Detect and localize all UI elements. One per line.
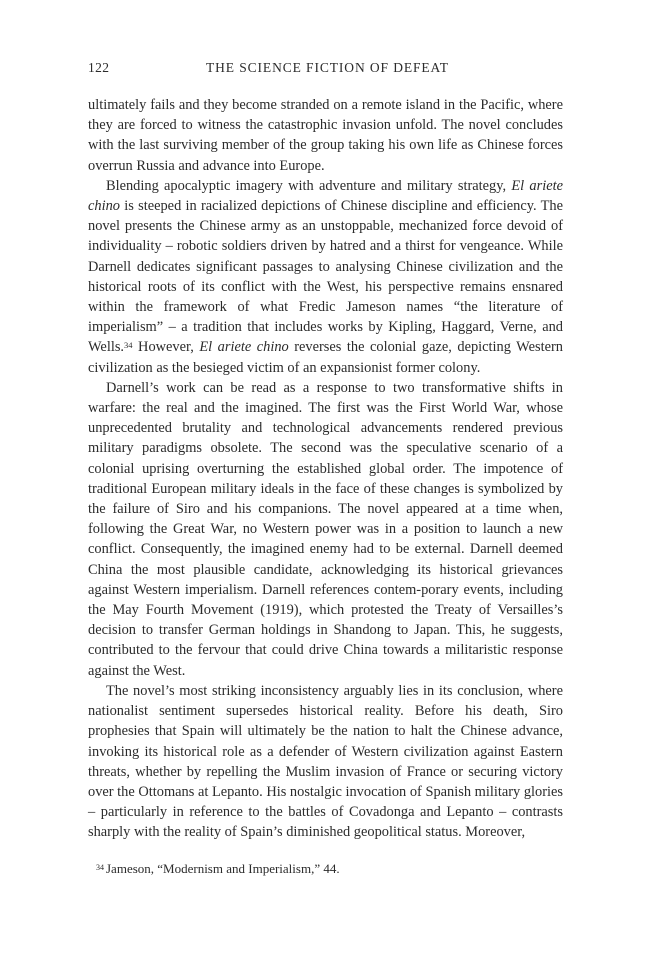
paragraph-2-lead: Blending apocalyptic imagery with adventure and military strategy, bbox=[106, 177, 507, 194]
paragraph-2 bbox=[88, 176, 563, 378]
running-head bbox=[88, 60, 563, 80]
paragraph-1: ultimately fails and they become stranded on a remote island in the Pacific, where they are forced to witness the catastrophic invasion unfold. The novel concludes with the last surviving member of the group taking his own life as Chinese forces overrun Russia and advance into Europe. bbox=[88, 97, 563, 174]
footnote-number: 34 bbox=[96, 863, 104, 872]
footnote-text: Jameson, “Modernism and Imperialism,” 44. bbox=[106, 861, 340, 876]
book-page bbox=[88, 60, 563, 876]
running-title: THE SCIENCE FICTION OF DEFEAT bbox=[206, 60, 449, 75]
page-number: 122 bbox=[88, 60, 110, 75]
paragraph-3: Darnell’s work can be read as a response to two transformative shifts in warfare: the real and the imagined. The first was the First World War, whose unprecedented brutality and technological advancements rendered previous military paradigms obsolete. The second was the speculative scenario of a colonial uprising overturning the established global order. The impotence of traditional European military ideals in the face of these changes is symbolized by the failure of Siro and his companions. The novel appeared at a time when, following the Great War, no Western power was in a position to launch a new conflict. Consequently, the imagined enemy had to be external. Darnell deemed China the most plausible candidate, acknowledging its historical grievances against Western imperialism. Darnell references contem-porary events, including the May Fourth Movement (1919), which protested the Treaty of Versailles’s decision to transfer German holdings in Shandong to Japan. This, he suggests, contributed to the fervour that could drive China towards a militaristic response against the West. bbox=[88, 379, 563, 679]
body-text bbox=[88, 95, 563, 843]
paragraph-4: The novel’s most striking inconsistency arguably lies in its conclusion, where nationalist sentiment supersedes historical reality. Before his death, Siro prophesies that Spain will ultimately be the nation to halt the Chinese advance, invoking its historical role as a defender of Western civilization against Eastern threats, whether by repelling the Muslim invasion of France or securing victory over the Ottomans at Lepanto. His nostalgic invocation of Spanish military glories – particularly in reference to the battles of Covadonga and Lepanto – contrasts sharply with the reality of Spain’s diminished geopolitical status. Moreover, bbox=[88, 682, 563, 841]
book-title: El ariete chino bbox=[88, 177, 563, 215]
book-title-2: El ariete chino bbox=[199, 339, 289, 356]
paragraph-2-middle: is steeped in racialized depictions of Chinese discipline and efficiency. The novel presents the Chinese army as an unstoppable, mechanized force devoid of individuality – robotic soldiers driven by hatred and a thirst for vengeance. While Darnell dedicates significant passages to analysing Chinese civilization and the historical roots of its conflict with the West, his perspective remains ensnared within the framework of what Fredic Jameson names “the literature of imperialism” – a tradition that includes works by Kipling, Haggard, Verne, and Wells. bbox=[88, 198, 563, 356]
paragraph-2-however: However, bbox=[138, 339, 194, 356]
footnote-reference[interactable]: 34 bbox=[124, 340, 133, 351]
footnote bbox=[88, 860, 340, 877]
paragraph-2-end: reverses the colonial gaze, depicting Western civilization as the besieged victim of an expansionist former colony. bbox=[88, 339, 563, 376]
